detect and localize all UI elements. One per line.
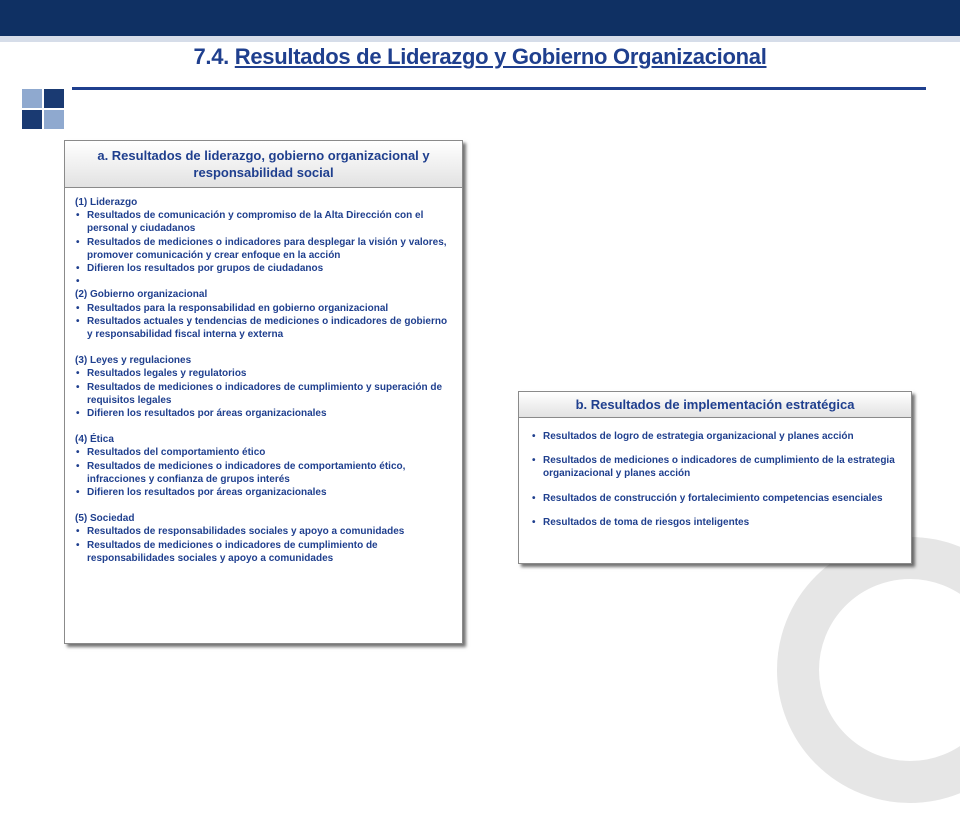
slide-title: [0, 44, 960, 70]
section-title: (3) Leyes y regulaciones: [75, 355, 192, 367]
strategy-results-list: [531, 430, 899, 529]
strategy-results-header: b. Resultados de implementación estratégica: [519, 392, 911, 418]
list-item: • Resultados de mediciones o indicadores de cumplimiento de la estrategia organizacional y planes acción: [531, 454, 899, 480]
ring-watermark-icon: [760, 520, 960, 820]
list-item: • Resultados de mediciones o indicadores de comportamiento ético, infracciones y confianza de grupos interés: [75, 460, 452, 486]
results-section: [75, 433, 452, 499]
section-gap: [75, 420, 452, 433]
top-bar: [0, 0, 960, 36]
title-rule: [72, 87, 926, 90]
list-item: • Resultados legales y regulatorios: [75, 367, 452, 380]
results-section: [75, 512, 452, 565]
list-item: • Resultados de logro de estrategia organizacional y planes acción: [531, 430, 899, 443]
list-item: • Resultados del comportamiento ético: [75, 446, 452, 459]
list-item: • Resultados para la responsabilidad en gobierno organizacional: [75, 302, 452, 315]
list-item: • Resultados actuales y tendencias de mediciones o indicadores de gobierno y responsabilidad fiscal interna y externa: [75, 315, 452, 341]
list-item: • Resultados de toma de riesgos inteligentes: [531, 516, 899, 529]
leadership-results-box: [64, 140, 463, 644]
logo-square: [44, 110, 64, 129]
logo-square: [22, 110, 42, 129]
section-title: (1) Liderazgo: [75, 197, 138, 208]
section-list: [75, 302, 452, 342]
list-item: • Difieren los resultados por áreas organizacionales: [75, 486, 452, 499]
strategy-results-content: [519, 418, 911, 529]
list-item: • Difieren los resultados por grupos de ciudadanos: [75, 262, 452, 275]
section-list: [75, 367, 452, 420]
section-list: [75, 446, 452, 499]
results-section: [75, 354, 452, 420]
logo-square: [44, 89, 64, 108]
section-title: (5) Sociedad: [75, 513, 135, 525]
strategy-results-box: [518, 391, 912, 564]
results-section: [75, 288, 452, 341]
slide-title-main: Resultados de Liderazgo y Gobierno Organizacional: [234, 44, 767, 69]
leadership-results-content: [65, 188, 462, 565]
list-item: • Resultados de construcción y fortalecimiento competencias esenciales: [531, 492, 899, 505]
list-item: • Resultados de mediciones o indicadores de cumplimiento y superación de requisitos legales: [75, 381, 452, 407]
list-item: • Difieren los resultados por áreas organizacionales: [75, 407, 452, 420]
list-item: • Resultados de mediciones o indicadores para desplegar la visión y valores, promover comunicación y crear enfoque en la acción: [75, 236, 452, 262]
section-list: [75, 209, 452, 288]
list-item: • Resultados de mediciones o indicadores de cumplimiento de responsabilidades sociales y apoyo a comunidades: [75, 539, 452, 565]
four-squares-logo-icon: [22, 89, 64, 129]
section-title: (2) Gobierno organizacional: [75, 289, 208, 301]
top-bar-stripe: [0, 36, 960, 42]
list-item: [75, 275, 452, 288]
section-gap: [75, 499, 452, 512]
slide-title-prefix: 7.4.: [193, 44, 235, 69]
section-gap: [75, 341, 452, 354]
section-title: (4) Ética: [75, 434, 114, 446]
list-item: • Resultados de comunicación y compromiso de la Alta Dirección con el personal y ciudadanos: [75, 209, 452, 235]
list-item: • Resultados de responsabilidades sociales y apoyo a comunidades: [75, 525, 452, 538]
leadership-results-header: a. Resultados de liderazgo, gobierno organizacional y responsabilidad social: [65, 141, 462, 188]
section-list: [75, 525, 452, 565]
results-section: [75, 196, 452, 288]
logo-square: [22, 89, 42, 108]
